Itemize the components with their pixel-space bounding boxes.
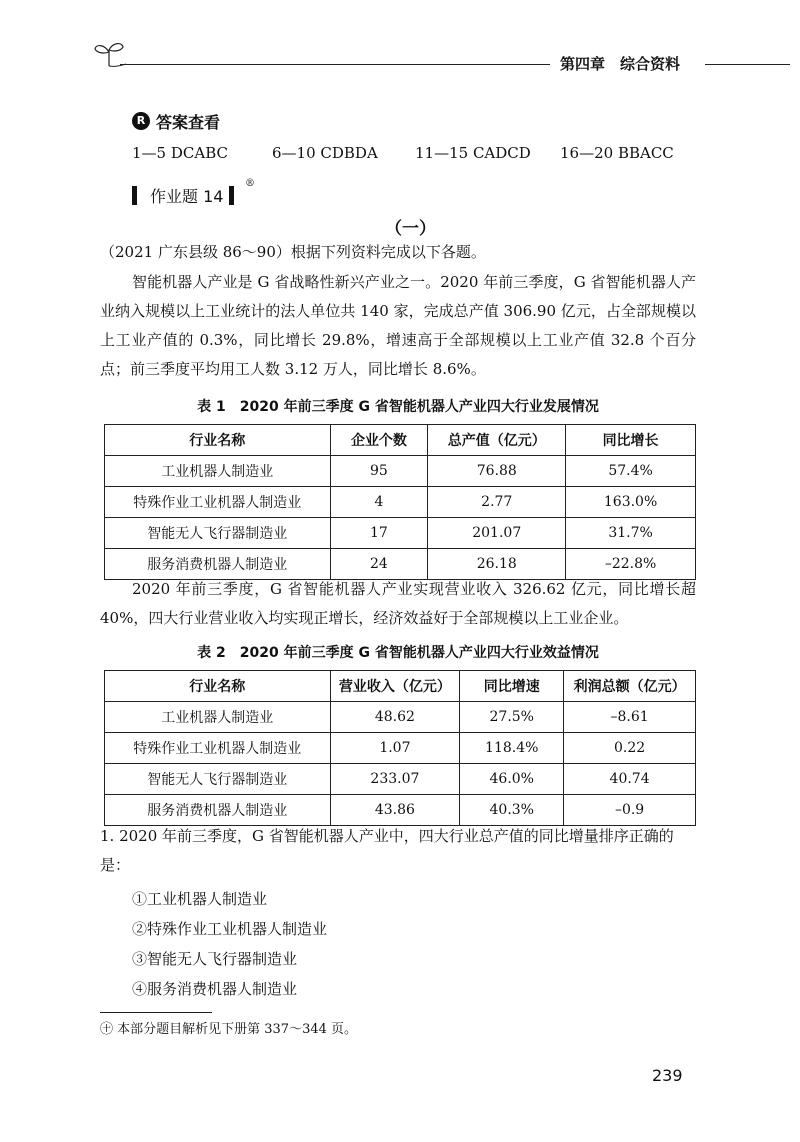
heading-bar-left [132, 186, 137, 205]
table-cell: 0.22 [564, 733, 696, 764]
table-row [105, 487, 696, 518]
table-cell: 233.07 [330, 764, 460, 795]
table-cell: 特殊作业工业机器人制造业 [105, 733, 331, 764]
table-cell: 27.5% [460, 702, 564, 733]
column-header: 企业个数 [330, 425, 428, 456]
footnote: ㊉ 本部分题目解析见下册第 337～344 页。 [100, 1022, 358, 1037]
table-cell: –0.9 [564, 795, 696, 826]
table-cell: 特殊作业工业机器人制造业 [105, 487, 331, 518]
table-row [105, 456, 696, 487]
chapter-title: 第四章 综合资料 [560, 55, 681, 73]
question-option: ②特殊作业工业机器人制造业 [132, 920, 328, 938]
table-cell: 工业机器人制造业 [105, 702, 331, 733]
question-option: ①工业机器人制造业 [132, 890, 268, 908]
material-paragraph-1: 智能机器人产业是 G 省战略性新兴产业之一。2020 年前三季度，G 省智能机器人产业纳入规模以上工业统计的法人单位共 140 家，完成总产值 306.90 亿元，占全部规模以上工业产值的 0.3%，同比增长 29.8%，增速高于全部规模以上工业产值 32.8 个百分点；前三季度平均用工人数 3.12 万人，同比增长 8.6%。 [100, 273, 696, 378]
column-header: 营业收入（亿元） [330, 671, 460, 702]
answer-group: 11—15 CADCD [415, 144, 531, 162]
table-cell: 31.7% [566, 518, 696, 549]
table-row [105, 518, 696, 549]
table-cell: 201.07 [428, 518, 566, 549]
answer-group: 16—20 BBACC [560, 144, 674, 162]
table-cell: 智能无人飞行器制造业 [105, 518, 331, 549]
heading-bar-right [229, 186, 234, 205]
table1-caption: 表 1 2020 年前三季度 G 省智能机器人产业四大行业发展情况 [197, 399, 599, 415]
answer-section-title: 答案查看 [156, 113, 221, 132]
table-row [105, 764, 696, 795]
header-rule-right [705, 64, 790, 65]
table-cell: 163.0% [566, 487, 696, 518]
table-row [105, 702, 696, 733]
table-header-row [105, 671, 696, 702]
material-paragraph-2: 2020 年前三季度，G 省智能机器人产业实现营业收入 326.62 亿元，同比增长超 40%，四大行业营业收入均实现正增长，经济效益好于全部规模以上工业企业。 [100, 580, 696, 627]
table-cell: 2.77 [428, 487, 566, 518]
table2-caption: 表 2 2020 年前三季度 G 省智能机器人产业四大行业效益情况 [197, 645, 599, 661]
question-option: ③智能无人飞行器制造业 [132, 950, 298, 968]
answer-badge-icon: R [132, 112, 150, 130]
table-cell: 43.86 [330, 795, 460, 826]
table-row [105, 795, 696, 826]
section-intro: （2021 广东县级 86～90）根据下列资料完成以下各题。 [100, 243, 486, 261]
page-number: 239 [652, 1066, 683, 1085]
table-cell: 24 [330, 549, 428, 580]
table-cell: –8.61 [564, 702, 696, 733]
table-cell: 57.4% [566, 456, 696, 487]
registered-mark: ® [245, 178, 255, 189]
table-cell: 118.4% [460, 733, 564, 764]
column-header: 行业名称 [105, 671, 331, 702]
column-header: 行业名称 [105, 425, 331, 456]
question-1-stem: 1. 2020 年前三季度，G 省智能机器人产业中，四大行业总产值的同比增量排序正确的是： [100, 827, 674, 874]
table2 [104, 670, 696, 826]
table-cell: 40.3% [460, 795, 564, 826]
table-cell: –22.8% [566, 549, 696, 580]
table-cell: 40.74 [564, 764, 696, 795]
table-cell: 智能无人飞行器制造业 [105, 764, 331, 795]
table-cell: 1.07 [330, 733, 460, 764]
footnote-rule [100, 1012, 212, 1013]
table-cell: 服务消费机器人制造业 [105, 549, 331, 580]
table-cell: 95 [330, 456, 428, 487]
table-row [105, 733, 696, 764]
table-cell: 46.0% [460, 764, 564, 795]
table1 [104, 424, 696, 580]
column-header: 总产值（亿元） [428, 425, 566, 456]
table-cell: 工业机器人制造业 [105, 456, 331, 487]
table-cell: 76.88 [428, 456, 566, 487]
column-header: 利润总额（亿元） [564, 671, 696, 702]
section-number: （一） [385, 219, 436, 239]
table-header-row [105, 425, 696, 456]
homework-title: 作业题 14 [150, 187, 224, 206]
table-cell: 26.18 [428, 549, 566, 580]
column-header: 同比增长 [566, 425, 696, 456]
question-option: ④服务消费机器人制造业 [132, 980, 298, 998]
table-cell: 4 [330, 487, 428, 518]
table-cell: 服务消费机器人制造业 [105, 795, 331, 826]
column-header: 同比增速 [460, 671, 564, 702]
answer-group: 1—5 DCABC [132, 144, 228, 162]
table-cell: 17 [330, 518, 428, 549]
table-cell: 48.62 [330, 702, 460, 733]
header-rule-left [120, 64, 550, 65]
answer-group: 6—10 CDBDA [272, 144, 378, 162]
